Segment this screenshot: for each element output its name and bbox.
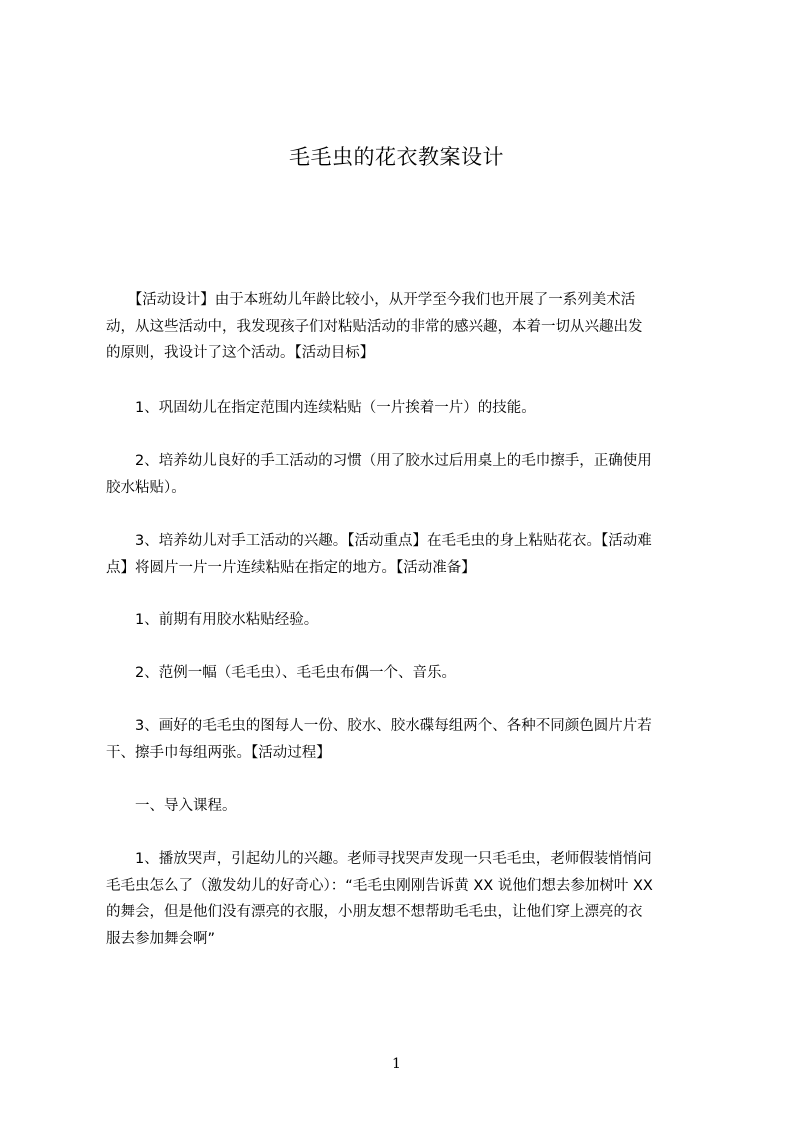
paragraph-goal-1	[106, 395, 706, 422]
paragraph-goal-2	[106, 448, 706, 501]
paragraph-line: 干、擦手巾每组两张。【活动过程】	[106, 744, 331, 761]
paragraph-section-intro	[106, 793, 706, 820]
paragraph-line: 毛毛虫怎么了（激发幼儿的好奇心）：“毛毛虫刚刚告诉黄 XX 说他们想去参加树叶 XX	[106, 877, 653, 894]
paragraph-line: 2、培养幼儿良好的手工活动的习惯（用了胶水过后用桌上的毛巾擦手，正确使用	[106, 453, 652, 469]
paragraph-line: 服去参加舞会啊”	[106, 930, 216, 947]
paragraph-line: 一、导入课程。	[106, 798, 237, 814]
paragraph-line: 胶水粘贴）。	[106, 479, 186, 496]
document-title: 毛毛虫的花衣教案设计	[289, 145, 504, 169]
paragraph-preparation-2	[106, 660, 706, 687]
paragraph-line: 动，从这些活动中，我发现孩子们对粘贴活动的非常的感兴趣，本着一切从兴趣出发	[106, 318, 643, 335]
paragraph-line: 的原则，我设计了这个活动。【活动目标】	[106, 345, 375, 361]
paragraph-line: 点】将圆片一片一片连续粘贴在指定的地方。【活动准备】	[106, 559, 476, 576]
paragraph-preparation-3	[106, 713, 706, 766]
paragraph-goal-3	[106, 528, 706, 581]
paragraph-step-1	[106, 846, 706, 952]
paragraph-activity-design	[106, 287, 706, 367]
paragraph-line: 1、前期有用胶水粘贴经验。	[106, 612, 319, 628]
paragraph-line: 1、播放哭声，引起幼儿的兴趣。老师寻找哭声发现一只毛毛虫，老师假装悄悄问	[106, 851, 652, 867]
paragraph-line: 2、范例一幅（毛毛虫）、毛毛虫布偶一个、音乐。	[106, 665, 456, 681]
paragraph-line: 的舞会，但是他们没有漂亮的衣服，小朋友想不想帮助毛毛虫，让他们穿上漂亮的衣	[106, 904, 643, 920]
paragraph-line: 【活动设计】由于本班幼儿年龄比较小，从开学至今我们也开展了一系列美术活	[106, 292, 636, 308]
paragraph-line: 3、培养幼儿对手工活动的兴趣。【活动重点】在毛毛虫的身上粘贴花衣。【活动难	[106, 533, 652, 549]
paragraph-preparation-1	[106, 607, 706, 634]
paragraph-line: 3、画好的毛毛虫的图每人一份、胶水、胶水碟每组两个、各种不同颜色圆片片若	[106, 718, 652, 734]
page-number: 1	[392, 1056, 401, 1072]
paragraph-line: 1、巩固幼儿在指定范围内连续粘贴（一片挨着一片）的技能。	[106, 400, 536, 416]
